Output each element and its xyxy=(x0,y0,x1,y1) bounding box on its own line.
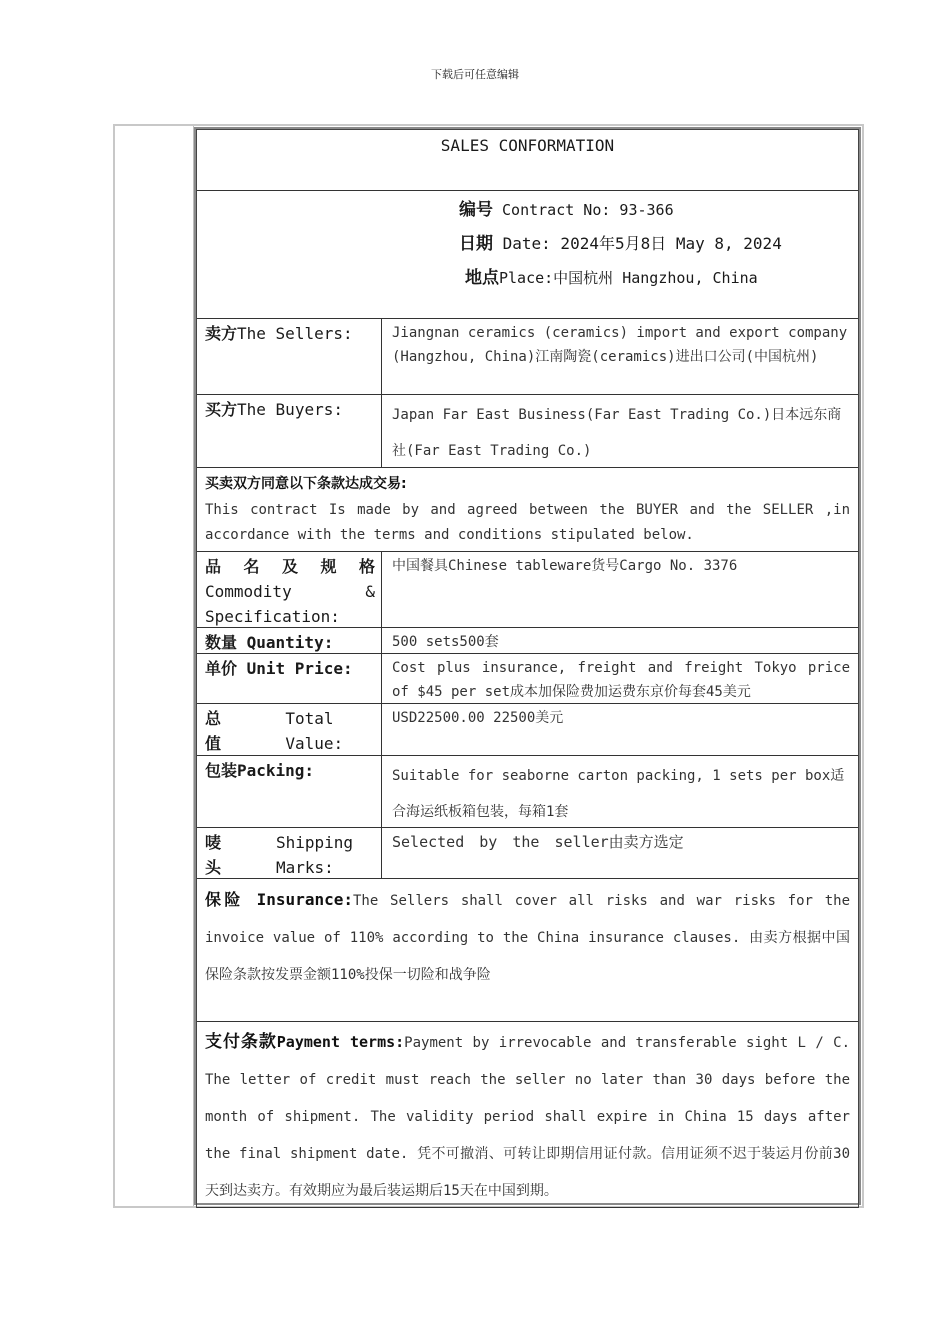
shipping-marks-label: 唛 头 Shipping Marks: xyxy=(197,828,382,878)
contract-title: SALES CONFORMATION xyxy=(440,136,615,155)
title-row xyxy=(197,130,858,191)
agreement-row xyxy=(197,468,858,552)
unit-price-value: Cost plus insurance, freight and freight Tokyo price of $45 per set成本加保险费加运费东京价每套45美元 xyxy=(392,660,850,700)
unit-price-row xyxy=(197,654,858,704)
sellers-value: Jiangnan ceramics (ceramics) import and export company (Hangzhou, China)江南陶瓷(ceramics)进出口公司(中国杭州) xyxy=(392,325,848,365)
total-value-label: 总 值 Total Value: xyxy=(197,704,382,755)
payment-row xyxy=(197,1022,858,1208)
header-note: 下载后可任意编辑 xyxy=(431,68,519,81)
insurance-text: The Sellers shall cover all risks and war risks for the invoice value of 110% according to the China insurance clauses. 由卖方根据中国保险条款按发票金额110%投保一切险和战争险 xyxy=(205,893,850,983)
buyers-row xyxy=(197,395,858,468)
payment-label: 支付条款 xyxy=(205,1032,277,1052)
packing-value: Suitable for seaborne carton packing, 1 sets per box适合海运纸板箱包装，每箱1套 xyxy=(392,768,845,820)
unit-price-label: 单价 Unit Price: xyxy=(197,654,382,703)
total-value-row xyxy=(197,704,858,756)
total-value-value: USD22500.00 22500美元 xyxy=(392,710,564,726)
shipping-marks-value: Selected by the seller由卖方选定 xyxy=(392,833,684,851)
agreement-heading: 买卖双方同意以下条款达成交易: xyxy=(205,476,407,492)
sellers-row xyxy=(197,319,858,395)
sellers-label: 卖方The Sellers: xyxy=(197,319,382,394)
quantity-value: 500 sets500套 xyxy=(392,634,499,650)
shipping-marks-row xyxy=(197,828,858,879)
payment-text: Payment by irrevocable and transferable sight L / C. The letter of credit must reach the seller no later than 30 days before the month of shipment. The validity period shall expire in China 15 days after the final shipment date. 凭不可撤消、可转让即期信用证付款。信用证须不迟于装运月份前30天到达卖方。有效期应为最后装运期后15天在中国到期。 xyxy=(205,1035,850,1199)
commodity-value: 中国餐具Chinese tableware货号Cargo No. 3376 xyxy=(392,558,738,574)
insurance-row xyxy=(197,879,858,1022)
contract-place: 地点Place:中国杭州 Hangzhou, China xyxy=(465,268,758,288)
quantity-label: 数量 Quantity: xyxy=(197,628,382,653)
packing-row xyxy=(197,756,858,828)
contract-table xyxy=(196,129,859,1208)
commodity-label: 品 名 及 规 格 Commodity & Specification: xyxy=(197,552,382,627)
commodity-row xyxy=(197,552,858,628)
contract-info-row xyxy=(197,191,858,319)
packing-label: 包装Packing: xyxy=(197,756,382,827)
payment-label-en: Payment terms: xyxy=(276,1033,405,1051)
buyers-value: Japan Far East Business(Far East Trading Co.)日本远东商社(Far East Trading Co.) xyxy=(392,407,842,459)
contract-number: 编号 Contract No: 93-366 xyxy=(459,200,674,220)
buyers-label: 买方The Buyers: xyxy=(197,395,382,467)
quantity-row xyxy=(197,628,858,654)
contract-date: 日期 Date: 2024年5月8日 May 8, 2024 xyxy=(459,234,782,254)
insurance-label: 保险 Insurance: xyxy=(205,890,353,909)
agreement-text: This contract Is made by and agreed between the BUYER and the SELLER ,in accordance with the terms and conditions stipulated below. xyxy=(205,502,850,543)
